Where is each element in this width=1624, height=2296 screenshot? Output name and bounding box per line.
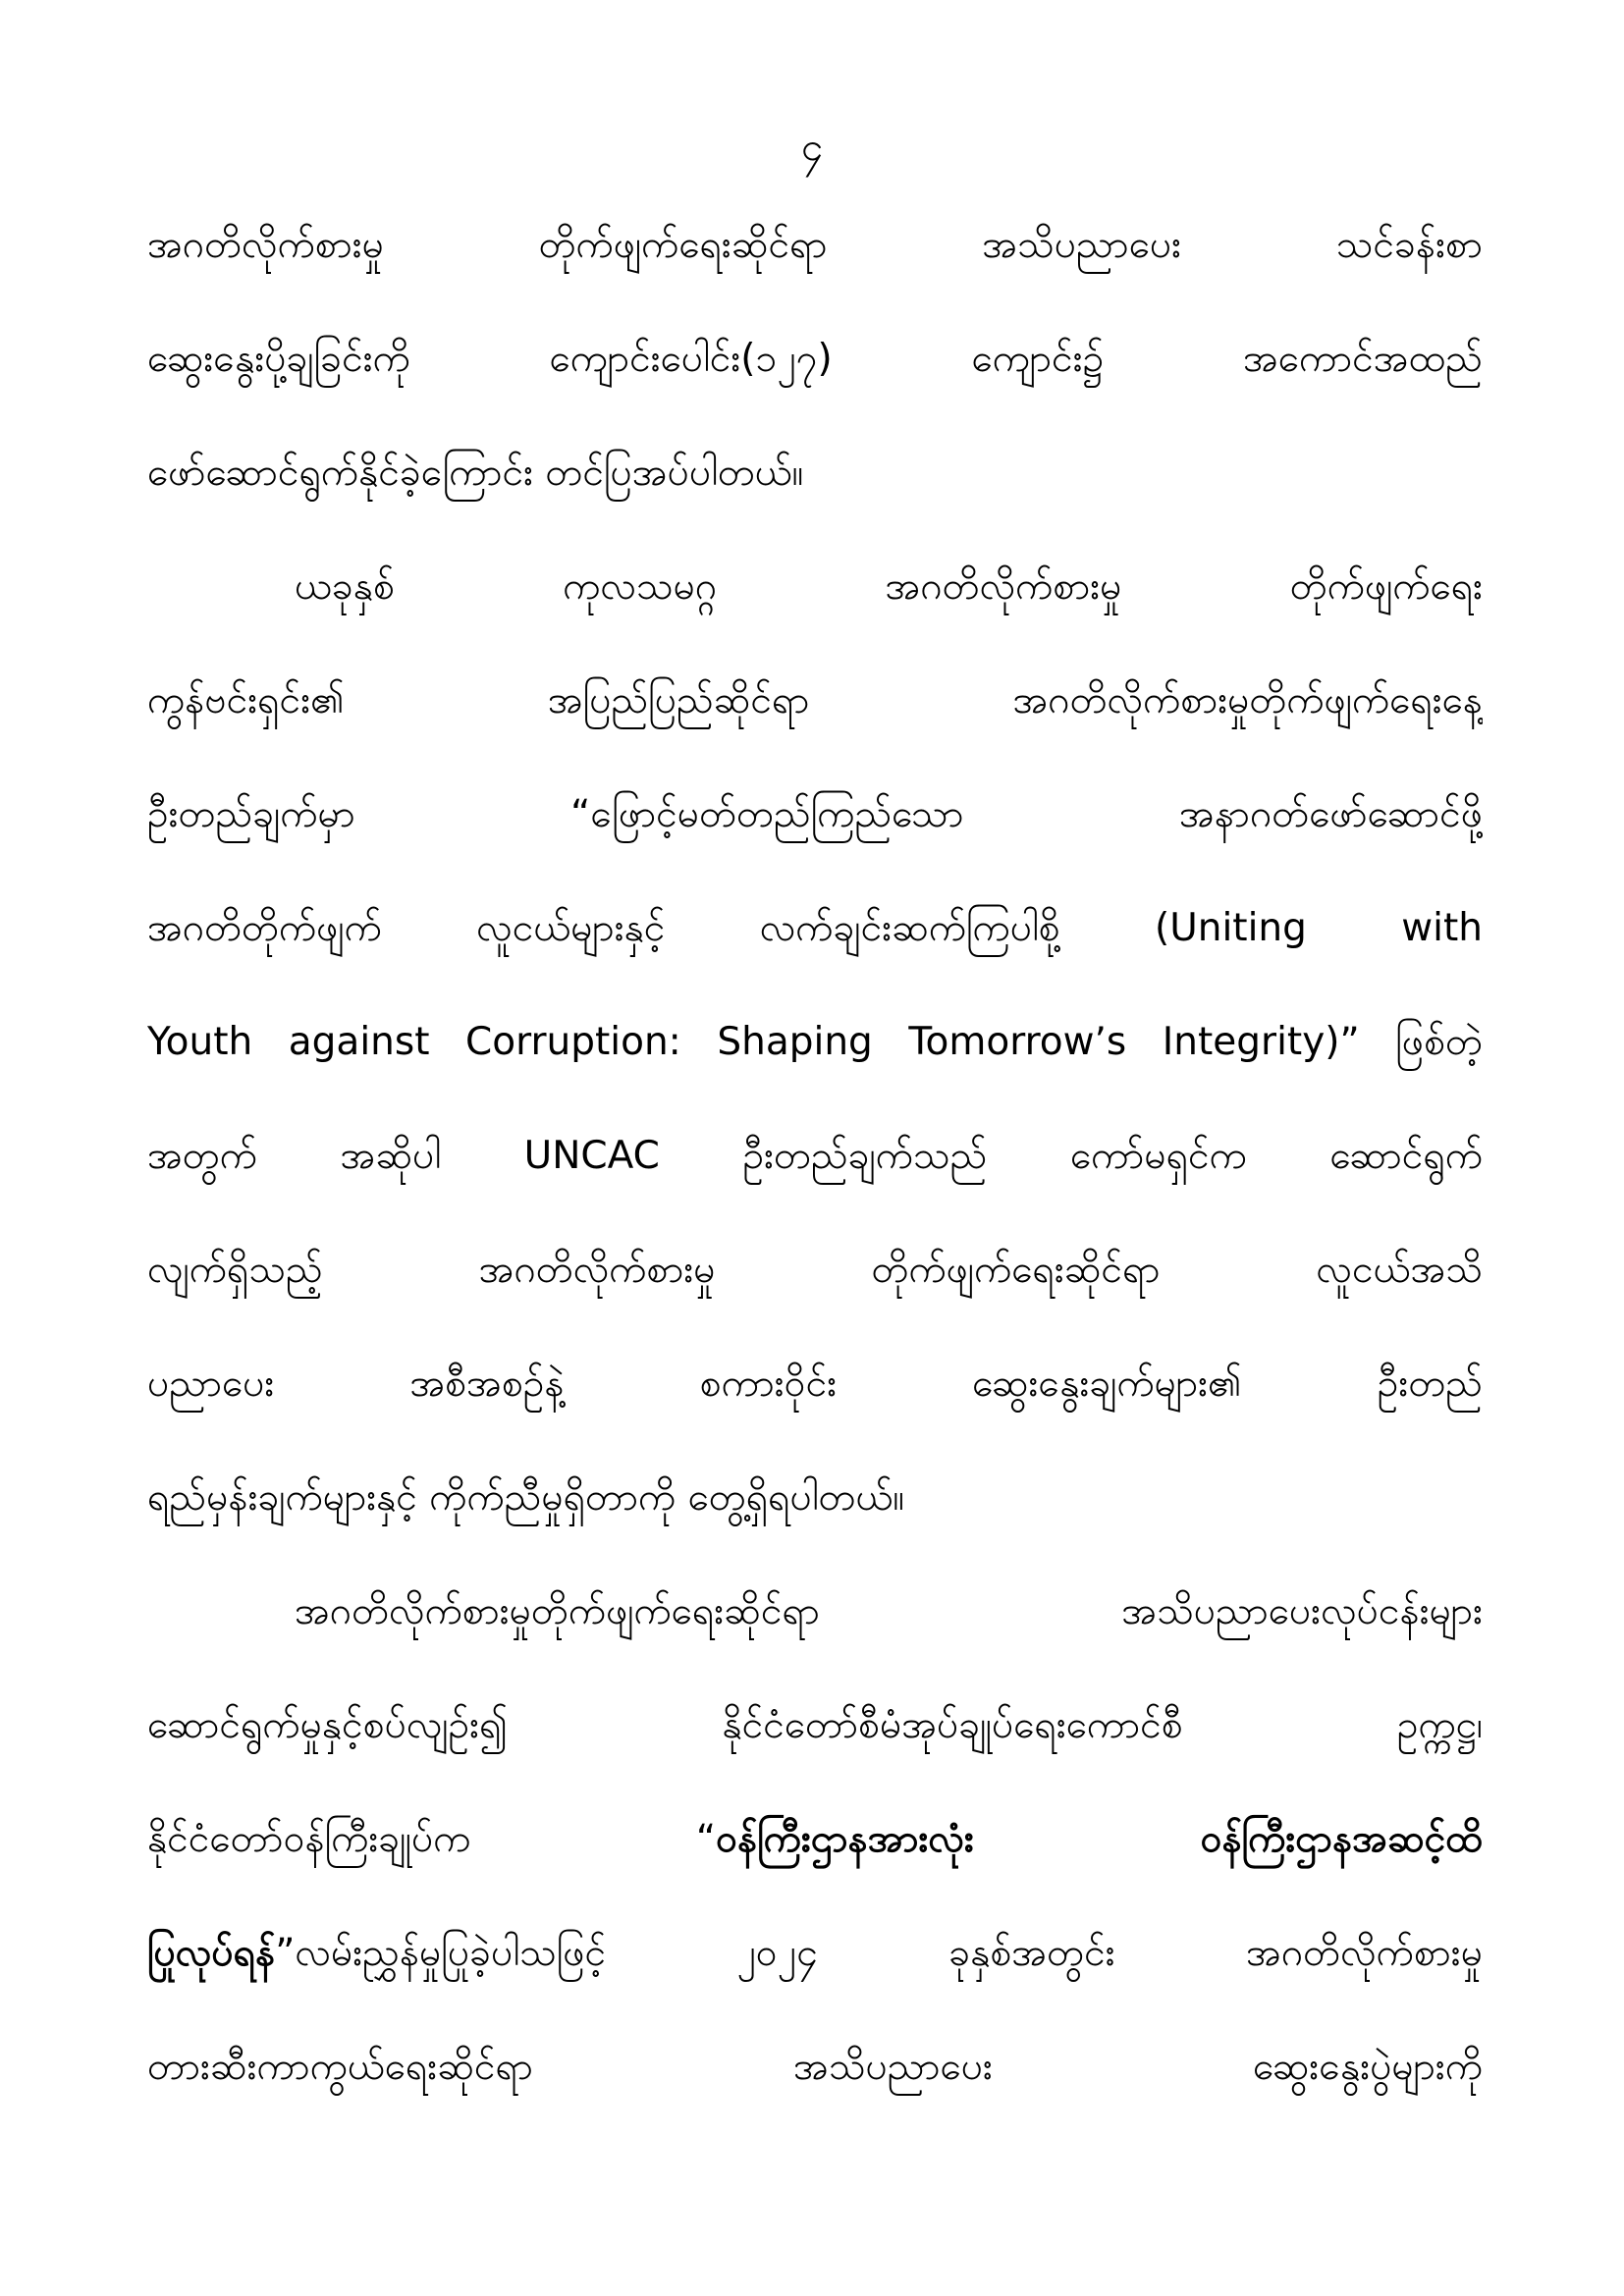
text-line: ဆွေးနွေးပို့ချခြင်းကို ကျောင်းပေါင်း(၁၂၇) ကျောင်း၌ အကောင်အထည် [147,337,1483,381]
text-run: ”လမ်းညွှန်မှုပြုခဲ့ပါသဖြင့် ၂၀၂၄ ခုနှစ်အတွင်း အဂတိလိုက်စားမှု [275,1931,1483,1975]
text-line: ကွန်ဗင်းရှင်း၏ အပြည်ပြည်ဆိုင်ရာ အဂတိလိုက်စားမှုတိုက်ဖျက်ရေးနေ့ [147,678,1483,722]
text-line: တားဆီးကာကွယ်ရေးဆိုင်ရာ အသိပညာပေး ဆွေးနွေးပွဲများကို [147,2045,1483,2089]
text-line: ယခုနှစ် ကုလသမဂ္ဂ အဂတိလိုက်စားမှု တိုက်ဖျက်ရေး [295,564,1483,609]
bold-text-run: ပြုလုပ်ရန် [147,1931,276,1975]
paragraph-2 [147,546,1483,1571]
text-run: နိုင်ငံတော်ဝန်ကြီးချုပ်က “ [147,1817,717,1861]
text-line [147,1798,1483,1912]
body-text [147,204,1483,2140]
text-line: အဂတိတိုက်ဖျက် လူငယ်များနှင့် လက်ချင်းဆက်ကြပါစို့ (Uniting with [147,906,1483,950]
paragraph-3 [147,1571,1483,2140]
text-line: အတွက် အဆိုပါ UNCAC ဦးတည်ချက်သည် ကော်မရှင်က ဆောင်ရွက် [147,1134,1483,1178]
bold-text-run: ဝန်ကြီးဌာနအားလုံး ဝန်ကြီးဌာနအဆင့်ထိ [716,1817,1483,1861]
text-line: အဂတိလိုက်စားမှုတိုက်ဖျက်ရေးဆိုင်ရာ အသိပညာပေးလုပ်ငန်းများ [295,1589,1483,1633]
text-line: ဆောင်ရွက်မှုနှင့်စပ်လျဉ်း၍ နိုင်ငံတော်စီမံအုပ်ချုပ်ရေးကောင်စီ ဥက္ကဋ္ဌ၊ [147,1703,1483,1747]
text-line: ဖော်ဆောင်ရွက်နိုင်ခဲ့ကြောင်း တင်ပြအပ်ပါတယ်။ [147,451,804,495]
text-line [147,1912,1483,2026]
text-line: ရည်မှန်းချက်များနှင့် ကိုက်ညီမှုရှိတာကို တွေ့ရှိရပါတယ်။ [147,1475,905,1520]
paragraph-1 [147,204,1483,546]
text-line: အဂတိလိုက်စားမှု တိုက်ဖျက်ရေးဆိုင်ရာ အသိပညာပေး သင်ခန်းစာ [147,223,1483,267]
text-line: Youth against Corruption: Shaping Tomorrow’s Integrity)” ဖြစ်တဲ့ [147,1020,1483,1064]
text-line: လျက်ရှိသည့် အဂတိလိုက်စားမှု တိုက်ဖျက်ရေးဆိုင်ရာ လူငယ်အသိ [147,1248,1483,1292]
page-number: ၄ [800,125,824,170]
text-line: ဦးတည်ချက်မှာ “ဖြောင့်မတ်တည်ကြည်သော အနာဂတ်ဖော်ဆောင်ဖို့ [147,792,1483,836]
text-line: ပညာပေး အစီအစဉ်နဲ့ စကားဝိုင်း ဆွေးနွေးချက်များ၏ ဦးတည် [147,1362,1483,1406]
